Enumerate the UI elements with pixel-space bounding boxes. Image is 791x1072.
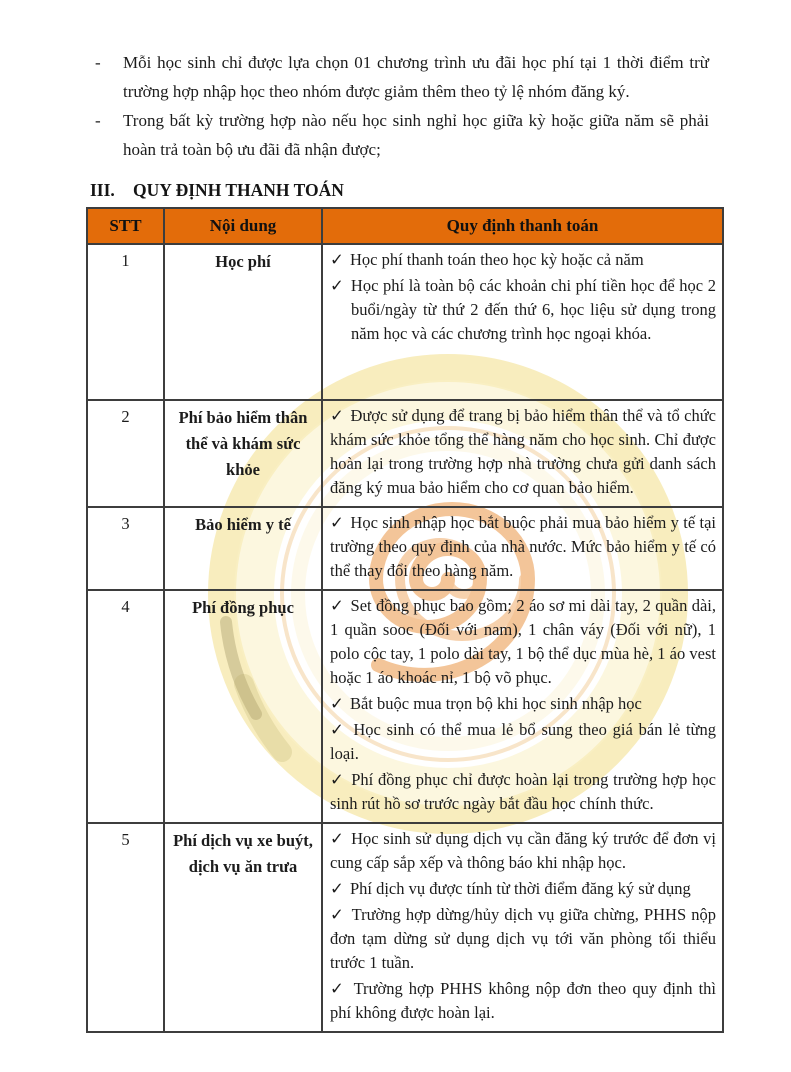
regulation-item: ✓ Học sinh nhập học bắt buộc phải mua bảo hiểm y tế tại trường theo quy định của nhà nước. Mức bảo hiểm y tế có thể thay đổi theo hàng năm. xyxy=(330,513,717,580)
document-page xyxy=(0,48,791,1072)
row-number: 3 xyxy=(87,507,164,590)
row-label: Bảo hiểm y tế xyxy=(164,507,322,590)
regulation-item: ✓ Set đồng phục bao gồm; 2 áo sơ mi dài tay, 2 quần dài, 1 quần sooc (Đối với nam), 1 chân váy (Đối với nữ), 1 polo cộc tay, 1 polo dài tay, 1 bộ thể dục mùa hè, 1 áo vest hoặc 1 áo khoác nỉ, 1 bộ võ phục. xyxy=(330,596,717,687)
check-icon: ✓ xyxy=(330,513,345,532)
bullet-dash: - xyxy=(95,53,101,72)
row-regulations xyxy=(322,244,723,400)
table-row xyxy=(87,507,723,590)
check-icon: ✓ xyxy=(330,770,345,789)
row-label: Học phí xyxy=(164,244,322,400)
table-row xyxy=(87,244,723,400)
row-regulations xyxy=(322,823,723,1032)
bullet-dash: - xyxy=(95,111,101,130)
check-icon: ✓ xyxy=(330,694,344,713)
table-header-row xyxy=(87,208,723,244)
table-row xyxy=(87,590,723,823)
row-number: 5 xyxy=(87,823,164,1032)
regulation-item: ✓ Phí dịch vụ được tính từ thời điểm đăng ký sử dụng xyxy=(330,879,691,898)
check-icon: ✓ xyxy=(330,720,346,739)
section-heading xyxy=(90,179,791,201)
bullet-text: Mỗi học sinh chỉ được lựa chọn 01 chương trình ưu đãi học phí tại 1 thời điểm trừ trường hợp nhập học theo nhóm được giảm thêm theo tỷ lệ nhóm đăng ký. xyxy=(123,53,709,101)
regulation-item: ✓ Học phí là toàn bộ các khoản chi phí tiền học để học 2 buổi/ngày từ thứ 2 đến thứ 6, học liệu sử dụng trong năm học và các chương trình học ngoại khóa. xyxy=(330,276,716,343)
header-quy-dinh: Quy định thanh toán xyxy=(322,208,723,244)
regulation-item: ✓ Học phí thanh toán theo học kỳ hoặc cả năm xyxy=(330,250,644,269)
check-icon: ✓ xyxy=(330,979,346,998)
header-noi-dung: Nội dung xyxy=(164,208,322,244)
header-stt: STT xyxy=(87,208,164,244)
row-regulations xyxy=(322,590,723,823)
table-row xyxy=(87,400,723,507)
check-icon: ✓ xyxy=(330,596,345,615)
row-number: 2 xyxy=(87,400,164,507)
check-icon: ✓ xyxy=(330,406,345,425)
bullet-list xyxy=(95,48,709,164)
regulation-item: ✓ Trường hợp dừng/hủy dịch vụ giữa chừng, PHHS nộp đơn tạm dừng sử dụng dịch vụ tới văn phòng tối thiểu trước 1 tuần. xyxy=(330,905,716,972)
regulation-item: ✓ Trường hợp PHHS không nộp đơn theo quy định thì phí không được hoàn lại. xyxy=(330,979,716,1022)
check-icon: ✓ xyxy=(330,276,345,295)
row-label: Phí dịch vụ xe buýt, dịch vụ ăn trưa xyxy=(164,823,322,1032)
regulation-item: ✓ Được sử dụng để trang bị bảo hiểm thân thể và tổ chức khám sức khỏe tổng thể hàng năm cho học sinh. Chỉ được hoàn lại trong trường hợp nhà trường chưa gửi danh sách đăng ký mua bảo hiểm cho cơ quan bảo hiểm. xyxy=(330,406,717,497)
section-numeral: III. xyxy=(90,180,115,200)
regulation-item: ✓ Học sinh sử dụng dịch vụ cần đăng ký trước để đơn vị cung cấp sắp xếp và thông báo khi nhập học. xyxy=(330,829,716,872)
check-icon: ✓ xyxy=(330,879,344,898)
regulation-item: ✓ Phí đồng phục chỉ được hoàn lại trong trường hợp học sinh rút hồ sơ trước ngày bắt đầu học chính thức. xyxy=(330,770,716,813)
payment-regulations-table xyxy=(86,207,724,1033)
check-icon: ✓ xyxy=(330,250,344,269)
row-number: 4 xyxy=(87,590,164,823)
table-row xyxy=(87,823,723,1032)
row-regulations xyxy=(322,400,723,507)
bullet-item xyxy=(95,48,709,106)
bullet-item xyxy=(95,106,709,164)
row-label: Phí bảo hiểm thân thể và khám sức khỏe xyxy=(164,400,322,507)
row-number: 1 xyxy=(87,244,164,400)
bullet-text: Trong bất kỳ trường hợp nào nếu học sinh nghỉ học giữa kỳ hoặc giữa năm sẽ phải hoàn trả toàn bộ ưu đãi đã nhận được; xyxy=(123,111,709,159)
check-icon: ✓ xyxy=(330,829,345,848)
check-icon: ✓ xyxy=(330,905,345,924)
regulation-item: ✓ Học sinh có thể mua lẻ bổ sung theo giá bán lẻ từng loại. xyxy=(330,720,716,763)
regulation-item: ✓ Bắt buộc mua trọn bộ khi học sinh nhập học xyxy=(330,694,642,713)
row-label: Phí đồng phục xyxy=(164,590,322,823)
row-regulations xyxy=(322,507,723,590)
section-title: QUY ĐỊNH THANH TOÁN xyxy=(133,180,344,200)
